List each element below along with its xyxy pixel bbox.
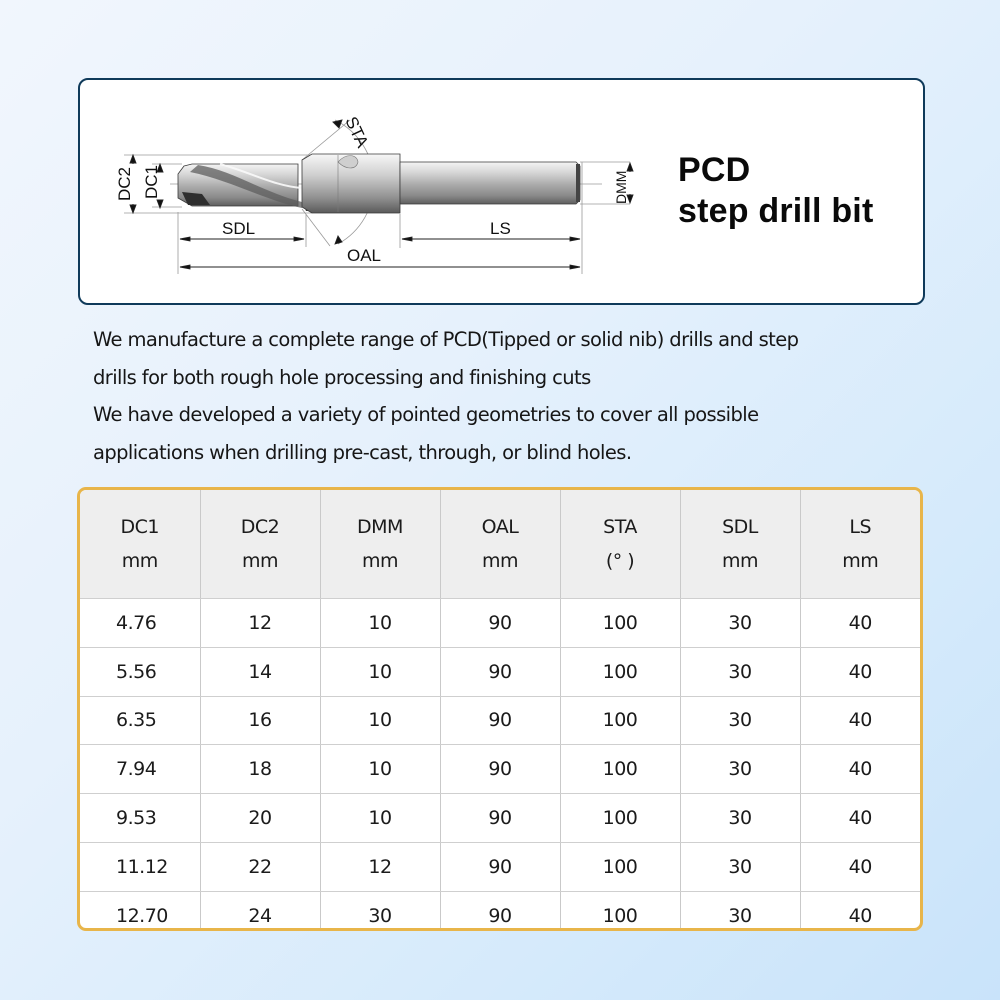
- dim-label-dmm: DMM: [613, 170, 629, 204]
- dim-label-sta: STA: [341, 113, 373, 151]
- table-row: [80, 599, 920, 648]
- cell-sdl: 30: [680, 842, 800, 891]
- cell-oal: 90: [440, 745, 560, 794]
- cell-dmm: 10: [320, 696, 440, 745]
- cell-sta: 100: [560, 599, 680, 648]
- column-header-sdl: SDL mm: [680, 490, 800, 599]
- cell-dmm: 12: [320, 842, 440, 891]
- dim-label-ls: LS: [490, 219, 511, 238]
- cell-sta: 100: [560, 647, 680, 696]
- dim-label-sdl: SDL: [222, 219, 256, 238]
- cell-dmm: 10: [320, 647, 440, 696]
- cell-dmm: 10: [320, 599, 440, 648]
- cell-sdl: 30: [680, 647, 800, 696]
- cell-dmm: 10: [320, 794, 440, 843]
- cell-dc1: 12.70: [80, 891, 200, 931]
- table-row: [80, 891, 920, 931]
- description-line: applications when drilling pre-cast, through, or blind holes.: [93, 440, 632, 464]
- column-header-dc2: DC2 mm: [200, 490, 320, 599]
- cell-ls: 40: [800, 842, 920, 891]
- cell-dc1: 11.12: [80, 842, 200, 891]
- description-line: We have developed a variety of pointed geometries to cover all possible: [93, 403, 759, 426]
- product-title-line1: PCD: [678, 151, 751, 189]
- cell-oal: 90: [440, 842, 560, 891]
- cell-dmm: 10: [320, 745, 440, 794]
- cell-sdl: 30: [680, 599, 800, 648]
- cell-dc2: 12: [200, 599, 320, 648]
- cell-sdl: 30: [680, 745, 800, 794]
- cell-sta: 100: [560, 696, 680, 745]
- cell-dc2: 24: [200, 891, 320, 931]
- cell-oal: 90: [440, 891, 560, 931]
- cell-oal: 90: [440, 696, 560, 745]
- cell-sdl: 30: [680, 696, 800, 745]
- column-header-dmm: DMM mm: [320, 490, 440, 599]
- spec-table-container: [77, 487, 923, 931]
- cell-sta: 100: [560, 891, 680, 931]
- cell-sta: 100: [560, 842, 680, 891]
- cell-ls: 40: [800, 696, 920, 745]
- cell-oal: 90: [440, 599, 560, 648]
- column-header-sta: STA (° ): [560, 490, 680, 599]
- cell-ls: 40: [800, 745, 920, 794]
- dim-label-oal: OAL: [347, 246, 382, 265]
- cell-dc1: 5.56: [80, 647, 200, 696]
- cell-ls: 40: [800, 599, 920, 648]
- cell-sta: 100: [560, 794, 680, 843]
- cell-dc1: 4.76: [80, 599, 200, 648]
- description-line: drills for both rough hole processing and finishing cuts: [93, 365, 591, 389]
- cell-dc2: 14: [200, 647, 320, 696]
- cell-dc1: 9.53: [80, 794, 200, 843]
- product-diagram-card: [78, 78, 925, 305]
- table-header-row: [80, 490, 920, 599]
- table-row: [80, 794, 920, 843]
- column-header-ls: LS mm: [800, 490, 920, 599]
- table-row: [80, 696, 920, 745]
- cell-dc2: 20: [200, 794, 320, 843]
- cell-dmm: 30: [320, 891, 440, 931]
- cell-dc1: 7.94: [80, 745, 200, 794]
- cell-sdl: 30: [680, 794, 800, 843]
- product-title: [678, 150, 873, 232]
- cell-ls: 40: [800, 647, 920, 696]
- cell-ls: 40: [800, 794, 920, 843]
- cell-oal: 90: [440, 647, 560, 696]
- spec-table: [80, 490, 920, 931]
- cell-dc2: 16: [200, 696, 320, 745]
- table-row: [80, 745, 920, 794]
- cell-dc1: 6.35: [80, 696, 200, 745]
- table-row: [80, 647, 920, 696]
- table-row: [80, 842, 920, 891]
- description-line: We manufacture a complete range of PCD(Tipped or solid nib) drills and step: [93, 328, 799, 351]
- cell-ls: 40: [848, 904, 872, 927]
- dim-label-dc1: DC1: [142, 164, 161, 199]
- cell-sta: 100: [560, 745, 680, 794]
- cell-dc2: 18: [200, 745, 320, 794]
- column-header-oal: OAL mm: [440, 490, 560, 599]
- cell-sdl: 30: [680, 891, 800, 931]
- product-description: [93, 321, 923, 471]
- cell-dc2: 22: [200, 842, 320, 891]
- product-title-line2: step drill bit: [678, 192, 874, 230]
- step-drill-diagram: [80, 80, 680, 303]
- cell-oal: 90: [440, 794, 560, 843]
- column-header-dc1: DC1 mm: [80, 490, 200, 599]
- dim-label-dc2: DC2: [115, 166, 134, 201]
